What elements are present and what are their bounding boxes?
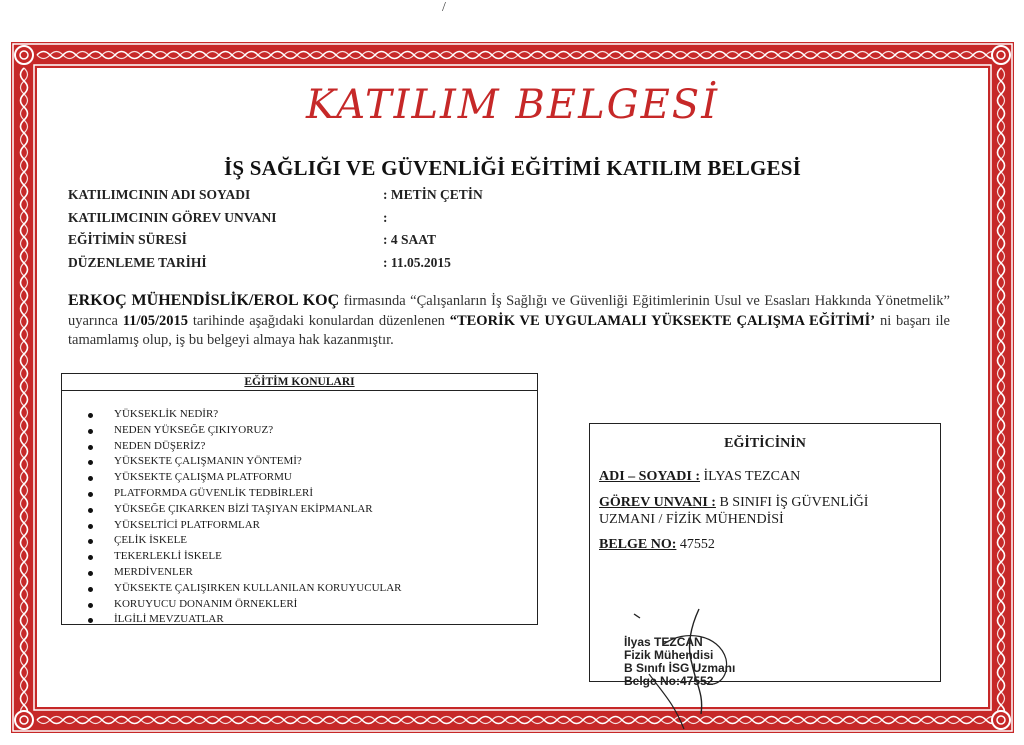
bullet-icon bbox=[88, 413, 93, 418]
trainer-title: B SINIFI İŞ GÜVENLİĞİ bbox=[715, 495, 869, 510]
topic-item bbox=[88, 502, 402, 518]
stamp-line: Fizik Mühendisi bbox=[624, 648, 714, 662]
info-value: : METİN ÇETİN bbox=[383, 187, 483, 202]
bullet-icon bbox=[88, 508, 93, 513]
stamp-line: Belge No:47552 bbox=[624, 674, 714, 688]
topic-text: YÜKSEĞE ÇIKARKEN BİZİ TAŞIYAN EKİPMANLAR bbox=[114, 502, 373, 515]
topics-header: EĞİTİM KONULARI bbox=[62, 374, 537, 391]
bullet-icon bbox=[88, 603, 93, 608]
bullet-icon bbox=[88, 571, 93, 576]
certificate-statement bbox=[68, 291, 950, 351]
topic-item bbox=[88, 565, 402, 581]
info-label: DÜZENLEME TARİHİ bbox=[68, 254, 207, 270]
topic-item bbox=[88, 597, 402, 613]
bullet-icon bbox=[88, 539, 93, 544]
topic-item bbox=[88, 454, 402, 470]
topic-text: NEDEN YÜKSEĞE ÇIKIYORUZ? bbox=[114, 423, 274, 436]
topic-item bbox=[88, 470, 402, 486]
info-value: : 11.05.2015 bbox=[383, 254, 451, 270]
company-name: ERKOÇ MÜHENDİSLİK/EROL KOÇ bbox=[68, 292, 340, 309]
certificate bbox=[11, 42, 1014, 733]
topic-item bbox=[88, 612, 402, 628]
info-label: KATILIMCININ GÖREV UNVANI bbox=[68, 209, 277, 225]
topic-text: TEKERLEKLİ İSKELE bbox=[114, 550, 222, 563]
trainer-name-label: ADI – SOYADI : bbox=[599, 469, 701, 484]
signature-stamp bbox=[604, 574, 744, 688]
trainer-title-line-2: UZMANI / FİZİK MÜHENDİSİ bbox=[599, 512, 784, 527]
topic-item bbox=[88, 581, 402, 597]
trainer-cert-no: 47552 bbox=[676, 537, 715, 552]
signature-scribble bbox=[604, 604, 754, 734]
topic-item bbox=[88, 486, 402, 502]
bullet-icon bbox=[88, 445, 93, 450]
topic-text: YÜKSELTİCİ PLATFORMLAR bbox=[114, 518, 260, 531]
certificate-title: İŞ SAĞLIĞI VE GÜVENLİĞİ EĞİTİMİ KATILIM BELGESİ bbox=[224, 156, 801, 180]
trainer-box bbox=[589, 423, 941, 688]
topic-text: YÜKSEKTE ÇALIŞIRKEN KULLANILAN KORUYUCULAR bbox=[114, 581, 402, 594]
statement-text: ni başarı ile tamamlamış olup, iş bu belgeyi almaya hak kazanmıştır. bbox=[68, 312, 950, 348]
scan-mark: / bbox=[442, 0, 446, 15]
stamp-line: İlyas TEZCAN bbox=[624, 635, 703, 649]
trainer-name: İLYAS TEZCAN bbox=[700, 469, 801, 484]
info-label: KATILIMCININ ADI SOYADI bbox=[68, 187, 251, 202]
topic-item bbox=[88, 533, 402, 549]
info-label: EĞİTİMİN SÜRESİ bbox=[68, 232, 187, 247]
statement-text: tarihinde aşağıdaki konulardan düzenlenen bbox=[188, 312, 450, 329]
training-name: “TEORİK VE UYGULAMALI YÜKSEKTE ÇALIŞMA EĞİTİMİ’ bbox=[449, 312, 876, 329]
trainer-name-line bbox=[599, 468, 800, 485]
training-date: 11/05/2015 bbox=[122, 312, 189, 329]
topic-text: YÜKSEKTE ÇALIŞMA PLATFORMU bbox=[114, 471, 292, 484]
topic-text: MERDİVENLER bbox=[114, 565, 193, 578]
stamp-line: B Sınıfı İSG Uzmanı bbox=[624, 661, 736, 675]
info-value: : 4 SAAT bbox=[383, 232, 437, 247]
topic-text: PLATFORMDA GÜVENLİK TEDBİRLERİ bbox=[114, 486, 314, 499]
trainer-cert-line bbox=[599, 536, 715, 553]
topic-text: YÜKSEKLİK NEDİR? bbox=[114, 408, 219, 420]
topic-item bbox=[88, 518, 402, 534]
topic-item bbox=[88, 407, 402, 423]
topics-box bbox=[61, 373, 538, 625]
bullet-icon bbox=[88, 524, 93, 529]
trainer-header: EĞİTİCİNİN bbox=[724, 436, 806, 451]
bullet-icon bbox=[88, 476, 93, 481]
topic-item bbox=[88, 423, 402, 439]
topic-text: YÜKSEKTE ÇALIŞMANIN YÖNTEMİ? bbox=[114, 455, 302, 468]
topic-item bbox=[88, 439, 402, 455]
topic-text: NEDEN DÜŞERİZ? bbox=[114, 439, 206, 452]
decorative-title: KATILIM BELGESİ bbox=[306, 82, 719, 128]
bullet-icon bbox=[88, 429, 93, 434]
topic-text: İLGİLİ MEVZUATLAR bbox=[114, 613, 224, 626]
bullet-icon bbox=[88, 492, 93, 497]
info-value: : bbox=[383, 209, 388, 225]
statement-text: firmasında “Çalışanların İş Sağlığı ve Güvenliği Eğitimlerinin Usul ve Esasları Hakkında Yönetmelik” uyarınca bbox=[68, 293, 950, 329]
trainer-cert-label: BELGE NO: bbox=[599, 537, 677, 552]
topic-text: KORUYUCU DONANIM ÖRNEKLERİ bbox=[114, 597, 298, 610]
topic-text: ÇELİK İSKELE bbox=[114, 534, 188, 547]
bullet-icon bbox=[88, 555, 93, 560]
trainer-title-label: GÖREV UNVANI : bbox=[599, 495, 716, 510]
topics-list bbox=[88, 407, 402, 628]
topic-item bbox=[88, 549, 402, 565]
trainer-title-line bbox=[599, 494, 868, 511]
bullet-icon bbox=[88, 587, 93, 592]
bullet-icon bbox=[88, 460, 93, 465]
bullet-icon bbox=[88, 618, 93, 623]
